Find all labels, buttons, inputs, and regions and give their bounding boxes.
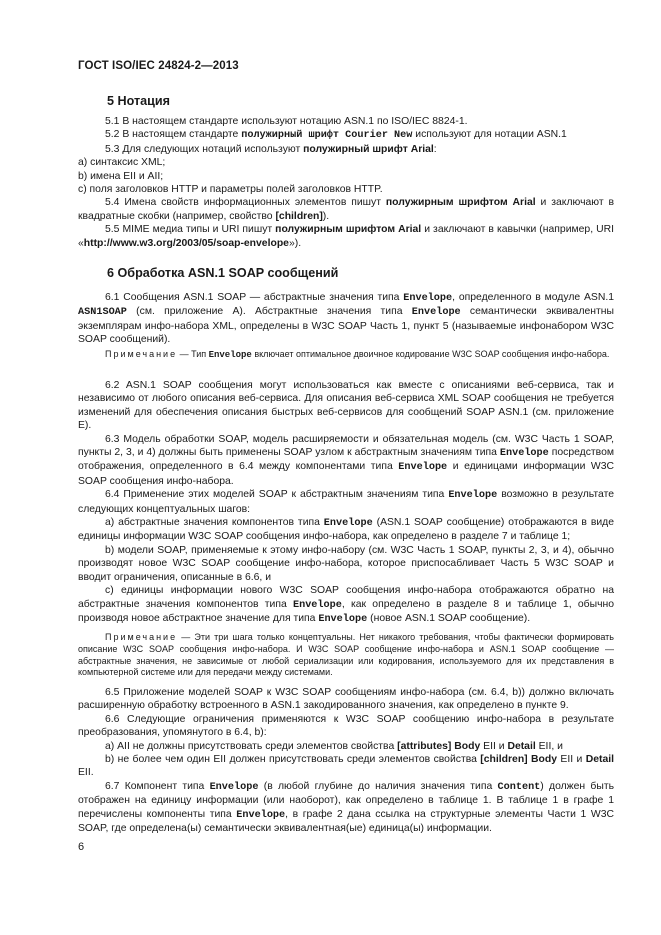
para-6-2: 6.2 ASN.1 SOAP сообщения могут использоваться как вместе с описаниями веб-сервиса, так и независимо от любого описания веб-сервиса. Для описания веб-сервиса XML SOAP сообщения не требуется изменений для обеспечения описания быстрых веб-сервисов для сообщений SOAP ASN.1 (см. приложение Е). [78, 380, 614, 432]
para-6-3: 6.3 Модель обработки SOAP, модель расширяемости и обязательная модель (см. W3C Часть 1 SOAP, пункты 2, 3, и 4) должны быть применены SOAP узлом к абстрактным значениям типа Envelope посредством отображения, определенного в 6.4 между компонентами типа Envelope и единицами информации W3C SOAP сообщения инфо-набора. [78, 433, 614, 487]
restriction-a: а) AII не должны присутствовать среди элементов свойства [attributes] Body EII и Detail EII, и [105, 740, 563, 752]
para-5-2: 5.2 В настоящем стандарте полужирный шрифт Courier New используют для нотации ASN.1 [105, 129, 567, 142]
para-6-5: 6.5 Приложение моделей SOAP к W3C SOAP сообщениям инфо-набора (см. 6.4, b)) должно включать расширенную обработку встроенного в ASN.1 закодированного значения, как определено в пункте 9. [78, 687, 614, 712]
para-6-1: 6.1 Сообщения ASN.1 SOAP — абстрактные значения типа Envelope, определенного в модуле ASN.1 ASN1SOAP (см. приложение А). Абстрактные значения типа Envelope семантически эквивалентны экземплярам инфо-набора XML, определены в W3C SOAP Часть 1, пункт 5 (называемые инфонабором W3C SOAP сообщений). [78, 292, 615, 346]
note-1: Примечание — Тип Envelope включает оптимальное двоичное кодирование W3C SOAP сообщения инфо-набора. [105, 349, 610, 360]
note-label: Примечание [105, 632, 178, 642]
para-5-4: 5.4 Имена свойств информационных элементов пишут полужирным шрифтом Arial и заключают в квадратные скобки (например, свойство [children]). [78, 197, 614, 222]
note-2: Примечание — Эти три шага только концептуальны. Нет никакого требования, чтобы фактически формировать описание W3C SOAP сообщения инфо-набора. И W3C SOAP сообщение инфо-набора и ASN.1 SOAP сообщение — абстрактные значения, не зависимые от любой сериализации или кодирования, используемого для их представления в компьютерной системе или для передачи между системами. [78, 632, 614, 678]
list-item-a: а) синтаксис XML; [78, 157, 166, 169]
restriction-b: b) не более чем один EII должен присутствовать среди элементов свойства [children] Body EII и Detail EII. [78, 754, 615, 779]
section-6-body-b [78, 379, 614, 626]
para-6-7: 6.7 Компонент типа Envelope (в любой глубине до наличия значения типа Content) должен быть отображен на единицу информации (или наоборот), как определено в таблице 1. В таблице 1 в графе 1 перечислены компоненты типа Envelope, в графе 2 дана ссылка на структурные элементы Части 1 W3C SOAP, где определена(ы) семантически эквивалентная(ые) единица(ы) информации. [78, 780, 615, 835]
para-5-3: 5.3 Для следующих нотаций используют полужирный шрифт Arial: [105, 143, 437, 155]
para-6-6: 6.6 Следующие ограничения применяются к W3C SOAP сообщению инфо-набора в результате преобразования, упомянутого в 6.4, b): [78, 713, 614, 739]
step-c: с) единицы информации нового W3C SOAP сообщения инфо-набора отображаются обратно на абстрактные значения компонентов типа Envelope, как определено в разделе 8 и таблице 1, обычно производя новое абстрактное значение для типа Envelope (новое ASN.1 SOAP сообщение). [78, 585, 614, 625]
section-6-body-c [78, 686, 614, 835]
list-item-c: с) поля заголовков HTTP и параметры полей заголовков HTTP. [78, 184, 383, 196]
para-5-1: 5.1 В настоящем стандарте используют нотацию ASN.1 по ISO/IEC 8824-1. [105, 116, 468, 127]
list-item-b: b) имена EII и AII; [78, 170, 164, 182]
standard-header: ГОСТ ISO/IEC 24824-2—2013 [78, 60, 239, 72]
section-5-body [78, 115, 614, 250]
section-6-title: 6 Обработка ASN.1 SOAP сообщений [107, 266, 339, 280]
step-b: b) модели SOAP, применяемые к этому инфо-набору (см. W3C Часть 1 SOAP, пункты 2, 3, и 4), обычно производят новое W3C SOAP сообщение инфо-набора, которое приспосабливает Часть 5 W3C SOAP и вводит ограничения, описанные в 6.6, и [78, 544, 614, 583]
note-label: Примечание [105, 349, 178, 359]
para-6-4: 6.4 Применение этих моделей SOAP к абстрактным значениям типа Envelope возможно в результате следующих концептуальных шагов: [78, 489, 614, 515]
section-6-body-a [78, 291, 614, 347]
section-5-title: 5 Нотация [107, 94, 170, 108]
page-number: 6 [78, 841, 85, 853]
para-5-5: 5.5 MIME медиа типы и URI пишут полужирным шрифтом Arial и заключают в кавычки (например, URI «http://www.w3.org/2003/05/soap-envelope»). [78, 224, 615, 249]
step-a: а) абстрактные значения компонентов типа Envelope (ASN.1 SOAP сообщение) отображаются в виде единицы информации W3C SOAP сообщения инфо-набора, как определено в разделе 7 и таблице 1; [78, 517, 614, 543]
